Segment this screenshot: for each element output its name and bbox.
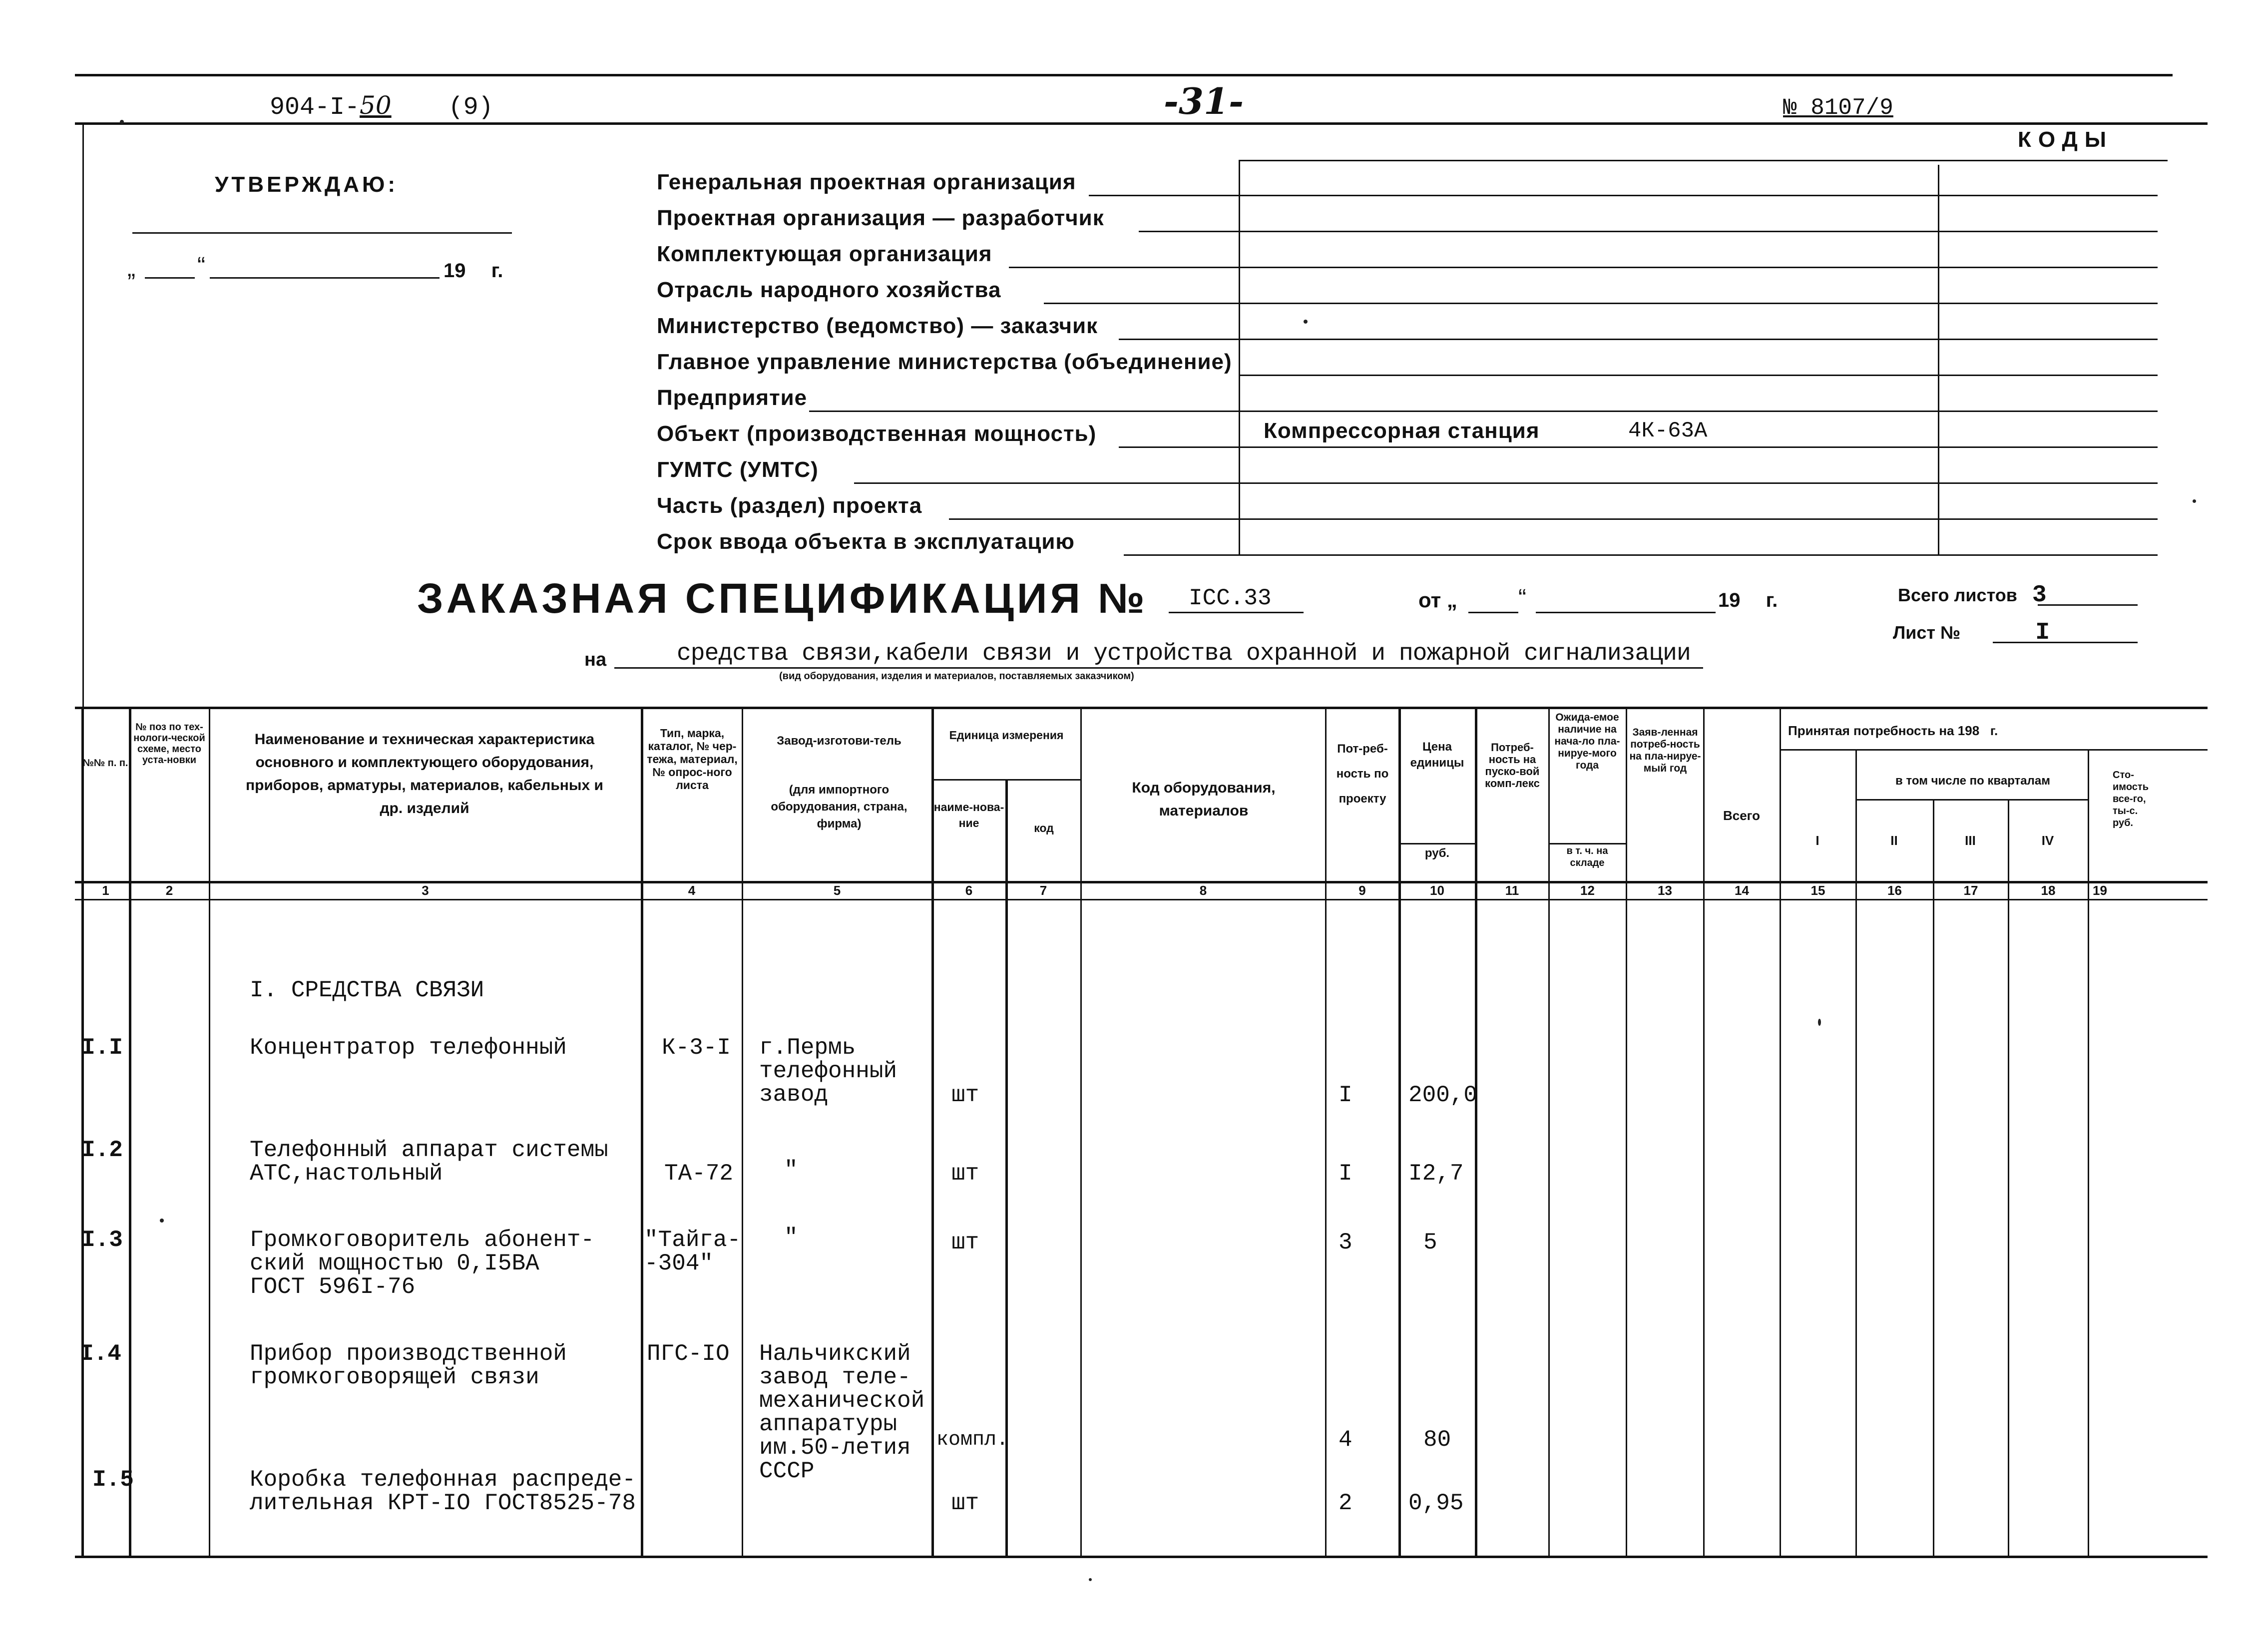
col-header-8: Код оборудования, материалов [1132,780,1276,819]
row-type: "Тайга- -304" [644,1227,741,1276]
row-maker: г.Пермь телефонный завод [759,1035,897,1108]
col-header-12b: в т. ч. на складе [1566,845,1608,868]
col-header-12a: Ожида-емое наличие на нача-ло пла-нируе-мого года [1554,712,1620,771]
spec-year-suffix: г. [1766,589,1778,611]
col-number-17: 17 [1963,883,1978,898]
row-number: I.3 [81,1227,123,1253]
col-header-5b: (для импортного оборудования, страна, фирма) [771,783,907,830]
row-unit: шт [951,1490,979,1516]
scan-speck [1304,320,1308,324]
col-header-unit: Единица измерения [949,729,1064,742]
col-header-19: Сто-имость все-го, ты-с. руб. [2113,770,2149,828]
row-name: Коробка телефонная распреде- лительная КРТ-IО ГОСТ8525-78 [250,1467,636,1516]
field-main-department: Главное управление министерства (объединение) [657,350,1232,374]
col-header-5a: Завод-изготови-тель [777,734,901,748]
col-number-11: 11 [1505,883,1519,898]
spec-title: ЗАКАЗНАЯ СПЕЦИФИКАЦИЯ № [417,575,1148,622]
field-completing-org: Комплектующая организация [657,242,992,266]
row-number: I.I [81,1035,123,1061]
scan-speck [2193,499,2196,503]
row-qty: I [1339,1082,1352,1108]
spec-from-label: от „ [1418,588,1457,612]
col-number-15: 15 [1810,883,1825,898]
document-code-print: 904-I- [270,93,360,122]
spec-year [1718,589,1778,612]
col-header-2: № поз по тех-нологи-ческой схеме, место уста-новки [133,722,205,766]
col-number-2: 2 [165,883,173,898]
row-type: К-3-I [662,1035,731,1061]
col-header-10b: руб. [1424,846,1450,860]
row-price: 200,0 [1408,1082,1478,1108]
scan-speck [160,1219,164,1223]
field-object-value-code: 4К-63А [1628,418,1708,443]
total-sheets [1898,582,2047,609]
codes-label: КОДЫ [2018,127,2113,152]
field-general-org: Генеральная проектная организация [657,170,1076,194]
col-header-7: код [1034,822,1054,834]
col-header-q3: III [1965,833,1976,848]
order-number: № 8107/9 [1783,95,1893,121]
row-price: I2,7 [1408,1161,1464,1187]
row-qty: I [1339,1161,1352,1187]
col-header-11: Потреб-ность на пуско-вой комп-лекс [1485,741,1540,790]
col-number-7: 7 [1039,883,1047,898]
field-industry: Отрасль народного хозяйства [657,278,1001,302]
field-commission-date: Срок ввода объекта в эксплуатацию [657,529,1075,554]
col-header-q1: I [1815,833,1819,848]
row-unit: компл. [936,1429,1009,1451]
row-number: I.4 [80,1341,121,1367]
col-header-1: №№ п. п. [82,758,128,769]
row-price: 80 [1423,1427,1451,1453]
col-header-14: Всего [1723,808,1761,823]
field-design-org: Проектная организация — разработчик [657,206,1104,230]
row-number: I.5 [92,1467,134,1493]
col-number-18: 18 [2041,883,2056,898]
sheet-number-label: Лист № [1893,622,1961,643]
spec-na-label: на [584,649,607,670]
col-header-q2: II [1890,833,1898,848]
approve-year-prefix: 19 [444,260,466,282]
row-unit: шт [951,1082,979,1108]
spec-year-prefix: 19 [1718,589,1741,611]
spec-from-quote: “ [1518,585,1526,611]
col-number-6: 6 [965,883,973,898]
row-name: Прибор производственной громкоговорящей связи [250,1341,567,1390]
field-gumts: ГУМТС (УМТС) [657,457,819,482]
row-unit: шт [951,1161,979,1187]
row-name: Громкоговоритель абонент- ский мощностью 0,I5ВА ГОСТ 596I-76 [250,1227,595,1300]
row-maker: Нальчикский завод теле- механической аппаратуры им.50-летия СССР [759,1341,925,1484]
col-number-3: 3 [422,883,429,898]
col-number-16: 16 [1887,883,1902,898]
col-header-6: наиме-нова-ние [933,801,1004,829]
row-qty: 4 [1339,1427,1352,1453]
row-unit: шт [951,1230,979,1255]
section-title: I. СРЕДСТВА СВЯЗИ [250,977,484,1003]
approve-date-quote: „ [127,255,135,282]
field-object: Объект (производственная мощность) [657,421,1097,446]
col-number-4: 4 [688,883,696,898]
col-header-13: Заяв-ленная потреб-ность на пла-нируе-мый год [1629,727,1701,774]
row-qty: 2 [1339,1490,1352,1516]
col-header-10a: Цена единицы [1410,740,1464,770]
spec-subject-caption: (вид оборудования, изделия и материалов, поставляемых заказчиком) [779,671,1134,682]
col-number-8: 8 [1199,883,1207,898]
document-code [270,91,493,122]
row-price: 0,95 [1408,1490,1464,1516]
col-number-10: 10 [1430,883,1444,898]
approve-title: УТВЕРЖДАЮ: [215,172,399,197]
total-sheets-value: 3 [2032,582,2047,609]
field-project-part: Часть (раздел) проекта [657,493,922,518]
page-mark: -31- [1164,80,1244,122]
col-number-14: 14 [1735,883,1749,898]
field-enterprise: Предприятие [657,386,808,410]
approve-year-suffix: г. [491,260,503,282]
col-number-9: 9 [1358,883,1366,898]
row-number: I.2 [81,1137,123,1163]
col-number-13: 13 [1658,883,1672,898]
row-name: Телефонный аппарат системы АТС,настольный [250,1137,608,1187]
col-header-q4: IV [2041,833,2054,848]
col-number-19: 19 [2093,883,2107,898]
scan-speck [1089,1578,1092,1581]
sheet-number-value: I [2035,619,2050,646]
row-qty: 3 [1339,1230,1352,1255]
col-header-4: Тип, марка, каталог, № чер-тежа, материал, № опрос-ного листа [647,727,738,792]
field-object-value: Компрессорная станция [1264,418,1540,443]
document-code-handwritten: 50 [360,91,392,120]
row-price: 5 [1423,1230,1437,1255]
row-maker: " [784,1225,798,1250]
row-maker: " [784,1157,798,1183]
col-number-5: 5 [833,883,841,898]
spec-subject: средства связи,кабели связи и устройства охранной и пожарной сигнализации [677,640,1691,667]
col-header-accepted: Принятая потребность на 198 г. [1788,723,1998,738]
document-part: (9) [448,93,493,122]
approve-date-quote-close: “ [197,253,205,279]
row-type: ПГС-IО [647,1341,730,1367]
approve-year [444,260,503,282]
col-number-12: 12 [1580,883,1595,898]
col-header-3: Наименование и техническая характеристика основного и комплектующего оборудования, приборов, арматуры, материалов, кабельных и др. изделий [246,731,603,817]
scan-speck [120,120,124,124]
scan-speck [1818,1019,1821,1026]
total-sheets-label: Всего листов [1898,585,2017,605]
row-name: Концентратор телефонный [250,1035,567,1061]
row-type: ТА-72 [664,1161,734,1187]
field-ministry: Министерство (ведомство) — заказчик [657,314,1098,338]
col-header-9: Пот-реб-ность по проекту [1336,742,1389,806]
col-number-1: 1 [102,883,109,898]
col-header-quarters: в том числе по кварталам [1895,774,2051,788]
spec-number: ICC.33 [1189,585,1272,611]
